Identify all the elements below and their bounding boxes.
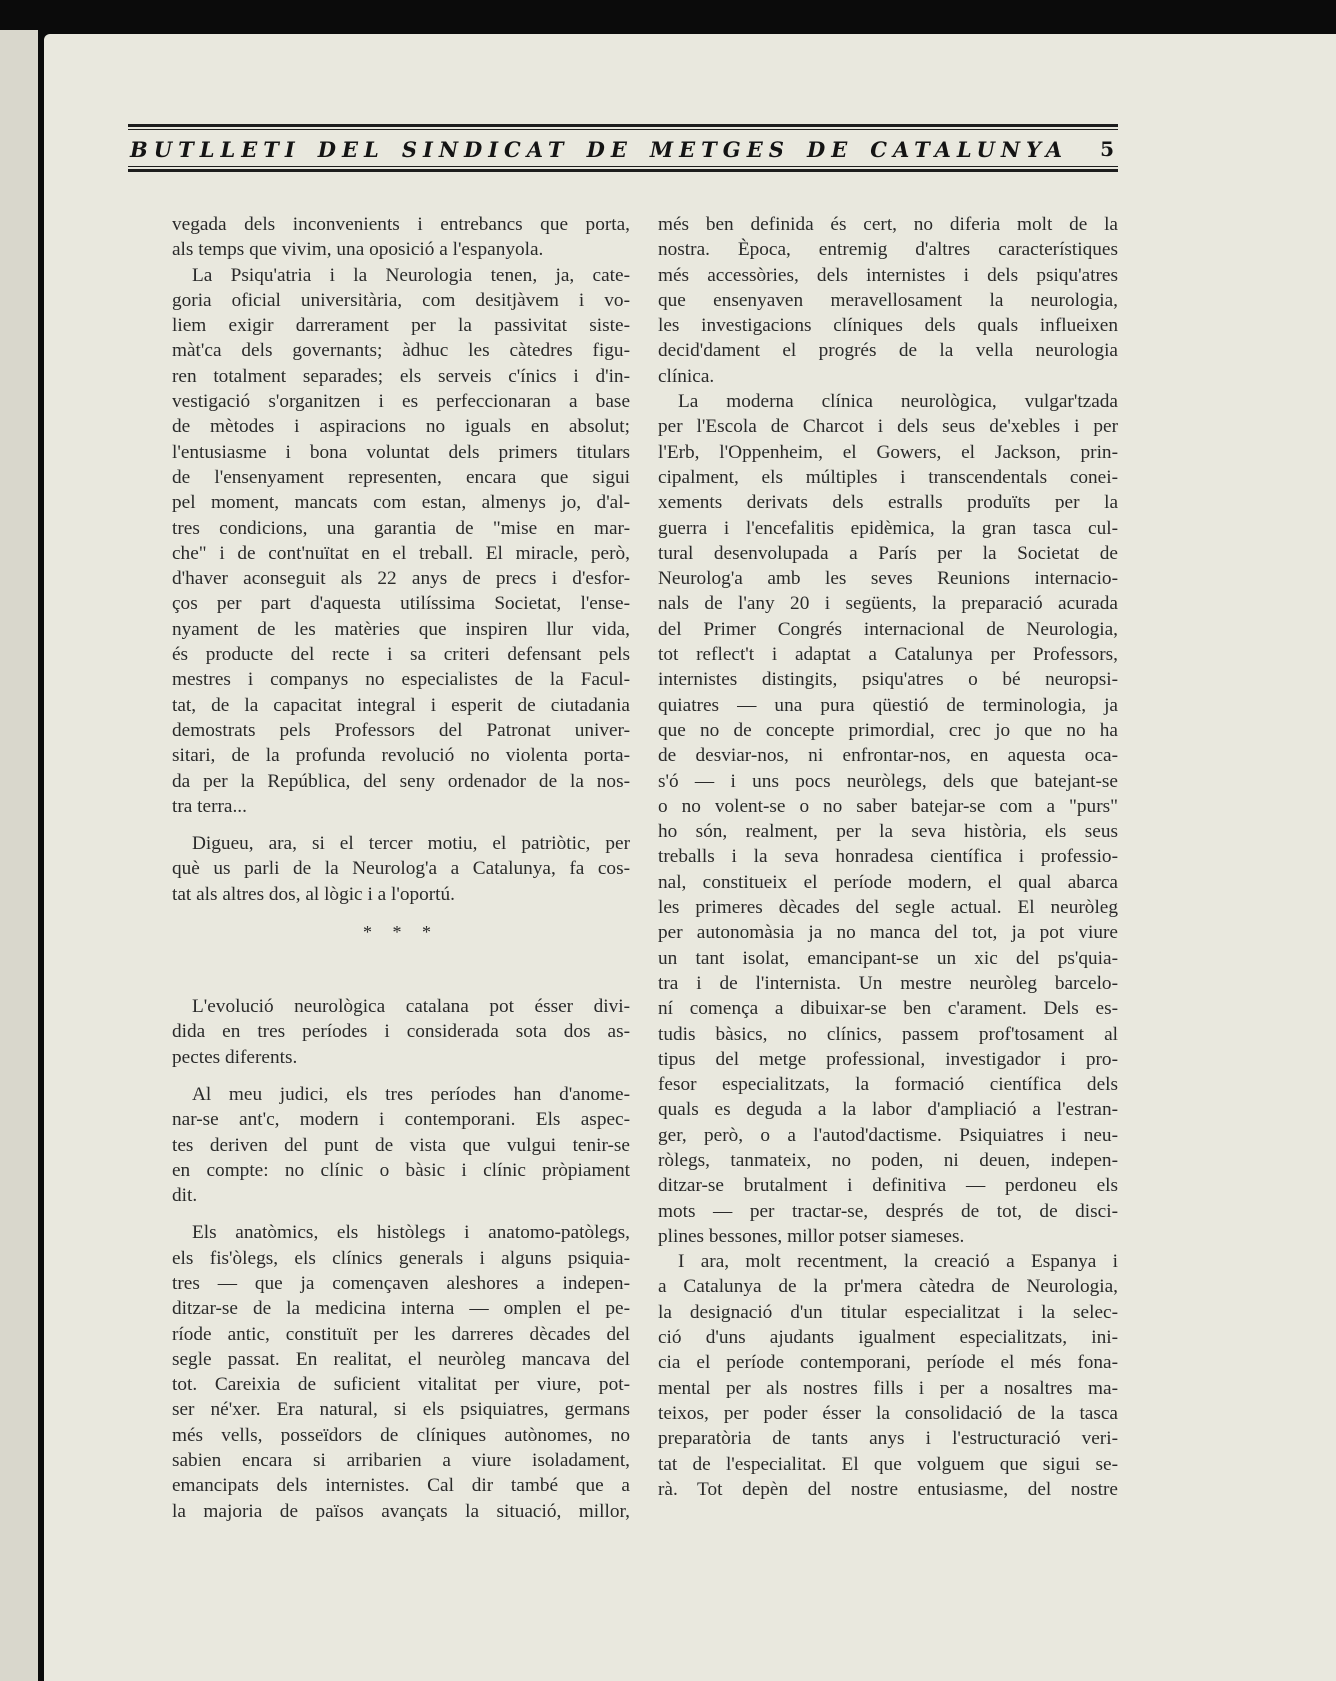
text-line: per autonomàsia ja no manca del tot, ja pot viure [658,922,1118,944]
text-line: treballs i la seva honradesa científica i professio- [658,846,1118,868]
section-separator: * * * [363,922,439,943]
text-line: La Psiqu'atria i la Neurologia tenen, ja, cate- [192,264,630,286]
right-text-column [658,212,1118,1502]
running-header [128,92,1118,172]
text-line: liem exigir darrerament per la passivitat siste- [172,315,630,337]
journal-title-word: DE [807,136,854,162]
text-line: d'haver aconseguit als 22 anys de precs i d'esfor- [172,568,630,590]
paragraph-gap [172,982,630,994]
text-line: tra terra... [172,795,247,817]
text-line: rà. Tot depèn del nostre entusiasme, del nostre [658,1478,1118,1500]
paragraph-gap [172,1070,630,1082]
text-line: dida en tres períodes i considerada sota dos as- [172,1021,630,1043]
header-rule-bottom [128,169,1118,172]
paragraph [658,1249,1118,1502]
journal-title-word: BUTLLETI [130,136,301,162]
text-line: che" i de cont'nuïtat en el treball. El miracle, però, [172,542,630,564]
text-line: ger, però, o a l'autod'dactisme. Psiquiatres i neu- [658,1124,1118,1146]
text-line: més ben definida és cert, no diferia molt de la [658,214,1118,235]
text-line: guerra i l'encefalitis epidèmica, la gran tasca cul- [658,517,1118,539]
text-line: nar-se ant'c, modern i contemporani. Els aspec- [172,1109,630,1131]
text-line: tot reflect't i adaptat a Catalunya per Professors, [658,644,1118,666]
text-line: tres — que ja començaven aleshores a indepen- [172,1272,630,1294]
text-line: ços per part d'aquesta utilíssima Societat, l'ense- [172,593,630,615]
text-line: decid'dament el progrés de la vella neurologia [658,340,1118,362]
paragraph [172,212,630,263]
text-line: emancipats dels internistes. Cal dir també que a [172,1475,630,1497]
text-line: de desviar-nos, ni enfrontar-nos, en aquesta oca- [658,745,1118,767]
text-line: la designació d'un titular especialitzat i la selec- [658,1301,1118,1323]
text-line: pel moment, mancats com estan, almenys jo, d'al- [172,492,630,514]
text-line: clínica. [658,365,715,387]
text-line: mots — per tractar-se, després de tot, de disci- [658,1200,1118,1222]
text-line: goria oficial universitària, com desitjàvem i vo- [172,289,630,311]
text-line: un tant isolat, emancipant-se un xic del ps'quia- [658,947,1118,969]
text-line: l'Erb, l'Oppenheim, el Gowers, el Jackson, prin- [658,441,1118,463]
text-line: Els anatòmics, els històlegs i anatomo-patòlegs, [192,1222,630,1244]
paragraph-gap [172,819,630,831]
text-line: vestigació s'organitzen i es perfeccionaran a base [172,391,630,413]
text-line: ròlegs, tanmateix, no poden, ni deuen, indepen- [658,1149,1118,1171]
text-line: o no volent-se o no saber batejar-se com a "purs" [658,795,1118,817]
paragraph [172,1220,630,1524]
text-line: l'entusiasme i bona voluntat dels primers titulars [172,441,630,463]
text-line: I ara, molt recentment, la creació a Espanya i [678,1251,1118,1273]
paragraph [172,263,630,820]
header-rule-bottom-thin [128,166,1118,167]
paragraph [172,1082,630,1208]
text-line: les investigacions clíniques dels quals influeixen [658,315,1118,337]
text-line: els fis'òlegs, els clínics generals i alguns psiquia- [172,1247,630,1269]
text-line: de mètodes i aspiracions no iguals en absolut; [172,416,630,438]
text-line: La moderna clínica neurològica, vulgar'tzada [678,391,1118,413]
text-line: segle passat. En realitat, el neuròleg mancava del [172,1348,630,1370]
text-line: preparatòria de tants anys i l'estructuració veri- [658,1428,1118,1450]
text-line: internistes distingits, psiqu'atres o bé neuropsi- [658,669,1118,691]
text-line: de l'ensenyament representen, encara que sigui [172,466,630,488]
text-line: ditzar-se brutalment i definitiva — perdoneu els [658,1175,1118,1197]
text-line: s'ó — i uns pocs neuròlegs, dels que batejant-se [658,770,1118,792]
header-rule-top-thin [128,129,1118,130]
text-line: tural desenvolupada a París per la Societat de [658,542,1118,564]
text-line: demostrats pels Professors del Patronat univer- [172,719,630,741]
text-line: vegada dels inconvenients i entrebancs que porta, [172,214,630,235]
text-line: teixos, per poder ésser la consolidació de la tasca [658,1402,1118,1424]
text-line: la majoria de països avançats la situació, millor, [172,1500,630,1522]
text-line: nal, constitueix el període modern, el qual abarca [658,871,1118,893]
text-line: Digueu, ara, si el tercer motiu, el patriòtic, per [192,833,630,855]
journal-title-word: DE [586,136,633,162]
text-line: ditzar-se de la medicina interna — omplen el pe- [172,1298,630,1320]
text-line: quiatres — una pura qüestió de terminologia, ja [658,694,1118,716]
paragraph [172,831,630,907]
text-line: en compte: no clínic o bàsic i clínic pròpiament [172,1159,630,1181]
text-line: tat als altres dos, al lògic i a l'oportú. [172,883,455,905]
text-line: tot. Careixia de suficient vitalitat per viure, pot- [172,1374,630,1396]
text-line: què us parli de la Neurolog'a a Catalunya, fa cos- [172,858,630,880]
text-line: als temps que vivim, una oposició a l'espanyola. [172,239,544,261]
text-line: per l'Escola de Charcot i dels seus de'xebles i per [658,416,1118,438]
text-line: màt'ca dels governants; àdhuc les càtedres figu- [172,340,630,362]
text-line: ríode antic, constituït per les darreres dècades del [172,1323,630,1345]
text-line: tudis bàsics, no clínics, passem prof'tosament al [658,1023,1118,1045]
text-line: que no de concepte primordial, crec jo que no ha [658,719,1118,741]
text-line: ní comença a dibuixar-se ben c'arament. Dels es- [658,998,1118,1020]
text-line: Al meu judici, els tres períodes han d'anome- [192,1083,630,1105]
text-line: ció d'uns ajudants igualment especialitzats, ini- [658,1327,1118,1349]
text-line: mental per als nostres fills i per a nosaltres ma- [658,1377,1118,1399]
text-line: Neurolog'a amb les seves Reunions internacio- [658,568,1118,590]
text-line: nyament de les matèries que inspiren llur vida, [172,618,630,640]
text-line: nostra. Època, entremig d'altres característiques [658,239,1118,261]
text-line: tres condicions, una garantia de "mise en mar- [172,517,630,539]
journal-title [130,134,1068,164]
text-line: tra i de l'internista. Un mestre neuròleg barcelo- [658,972,1118,994]
journal-title-word: DEL [317,136,385,162]
text-line: ho són, realment, per la seva història, els seus [658,821,1118,843]
text-line: tat, de la capacitat integral i esperit de ciutadania [172,694,630,716]
text-line: sitari, de la profunda revolució no violenta porta- [172,745,630,767]
paragraph [172,994,630,1070]
text-line: nals de l'any 20 i següents, la preparació acurada [658,593,1118,615]
text-line: sabien encara si arribarien a viure isoladament, [172,1450,630,1472]
paragraph-gap [172,1208,630,1220]
text-line: a Catalunya de la pr'mera càtedra de Neurologia, [658,1276,1118,1298]
text-line: les primeres dècades del segle actual. El neuròleg [658,897,1118,919]
journal-title-word: SINDICAT [401,136,570,162]
journal-title-word: METGES [649,136,790,162]
text-line: cia el període contemporani, període el més fona- [658,1352,1118,1374]
text-line: pectes diferents. [172,1046,298,1068]
text-line: tipus del metge professional, investigador i pro- [658,1048,1118,1070]
text-line: que ensenyaven meravellosament la neurologia, [658,289,1118,311]
text-line: L'evolució neurològica catalana pot ésser divi- [192,996,630,1018]
text-line: ren totalment separades; els serveis c'ínics i d'in- [172,365,630,387]
text-line: mestres i companys no especialistes de la Facul- [172,669,630,691]
paragraph [658,389,1118,1249]
text-line: més vells, posseïdors de clíniques autònomes, no [172,1424,630,1446]
header-rule-top [128,124,1118,127]
text-line: fesor especialitzats, la formació científica dels [658,1074,1118,1096]
paragraph [658,212,1118,389]
text-line: dit. [172,1185,198,1207]
text-line: més accessòries, dels internistes i dels psiqu'atres [658,264,1118,286]
page-number: 5 [1100,137,1114,161]
text-line: xements derivats dels estralls produïts per la [658,492,1118,514]
text-line: cipalment, els múltiples i transcendentals conei- [658,466,1118,488]
journal-title-word: CATALUNYA [870,136,1068,162]
text-line: da per la República, del seny ordenador de la nos- [172,770,630,792]
text-line: ser né'xer. Era natural, si els psiquiatres, germans [172,1399,630,1421]
text-line: tat de l'especialitat. El que volguem que sigui se- [658,1453,1118,1475]
text-line: plines bessones, millor potser siameses. [658,1225,965,1247]
text-line: tes deriven del punt de vista que vulgui tenir-se [172,1134,630,1156]
text-line: és producte del recte i sa criteri defensant pels [172,644,630,666]
text-line: quals es deguda a la labor d'ampliació a l'estran- [658,1099,1118,1121]
left-text-column [172,212,630,1524]
facing-page-edge [0,30,38,1681]
text-line: del Primer Congrés internacional de Neurologia, [658,618,1118,640]
